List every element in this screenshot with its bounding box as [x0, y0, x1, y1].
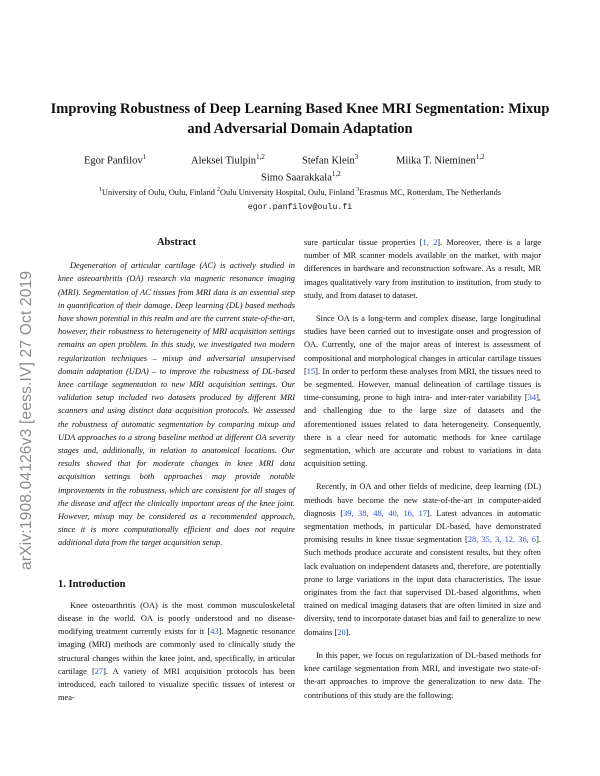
citation-link[interactable]: 20 — [337, 627, 346, 637]
citation-link[interactable]: 28, 35, 3, 12, 36, 6 — [467, 535, 537, 545]
body-paragraph: In this paper, we focus on regularization of DL-based methods for knee cartilage segmentation from MRI, and investigate two state-of-the-art approaches to improve the generalization to new data. The contributions of this study are the following: — [304, 650, 541, 700]
left-column — [58, 236, 295, 715]
author-name: Miika T. Nieminen$^{1,2}$ — [396, 153, 485, 167]
author-name: Simo Saarakkala$^{1,2}$ — [261, 170, 341, 184]
affiliations: $^1$University of Oulu, Oulu, Finland $^2$Oulu University Hospital, Oulu, Finland $^3$Erasmus MC, Rotterdam, The Netherlands — [98, 187, 502, 197]
abstract-heading: Abstract — [156, 237, 197, 248]
intro-paragraph: Knee osteoarthritis (OA) is the most common musculoskeletal disease in the world. OA is poorly understood and no disease-modifying treatment currently exists for it [43]. Magnetic resonance imaging (MRI) methods are commonly used to clinically study the structural changes within the knee joint, and, specifically, in articular cartilage [27]. A variety of MRI acquisition protocols has been introduced, each tailored to visualize specific tissues of interest or mea- — [58, 600, 295, 703]
abstract-text: Degeneration of articular cartilage (AC) is actively studied in knee osteoarthritis (OA) research via magnetic resonance imaging (MRI). Segmentation of AC tissues from MRI data is an essential step in quantification of their damage. Deep learning (DL) based methods have shown potential in this realm and are the current state-of-the-art, however, their robustness to heterogeneity of MRI acquisition settings remains an open problem. In this study, we investigated two modern regularization techniques – mixup and adversarial unsupervised domain adaptation (UDA) – to improve the robustness of DL-based knee cartilage segmentation to new MRI acquisition settings. Our validation setup included two datasets produced by different MRI scanners and using distinct data acquisition protocols. We assessed the robustness of automatic segmentation by comparing mixup and UDA approaches to a strong baseline method at different OA severity stages and, additionally, in relation to anatomical locations. Our results showed that for moderate changes in knee MRI data acquisition settings both approaches may provide notable improvements in the robustness, which are consistent for all stages of the disease and affect the clinically important areas of the knee joint. However, mixup may be considered as a recommended approach, since it is more computationally efficient and does not require additional data from the target acquisition setup. — [58, 261, 295, 548]
citation-link[interactable]: 27 — [94, 666, 104, 676]
paper-title: Improving Robustness of Deep Learning Based Knee MRI Segmentation: Mixup and Adversarial Domain Adaptation — [50, 101, 550, 137]
author-name: Egor Panfilov$^1$ — [84, 153, 147, 167]
body-paragraph: sure particular tissue properties [1, 2]. Moreover, there is a large number of MR scanner models available on the market, with major differences in hardware and reconstruction software. As a result, MR images qualitatively vary from institution to institution, from study to study, and from dataset to dataset. — [304, 238, 542, 300]
body-paragraph: Since OA is a long-term and complex disease, large longitudinal studies have been carried out to investigate onset and progression of OA. Currently, one of the major areas of interest is assessment of compositional and morphological changes in articular cartilage tissues [15]. In order to perform these analyses from MRI, the tissues need to be segmented. However, manual delineation of cartilage tissues is time-consuming, prone to high intra- and inter-rater variability [34], and challenging due to the large size of datasets and the aforementioned issues related to data heterogeneity. Consequently, there is a clear need for automatic methods for knee cartilage segmentation, which are accurate and robust to variations in data acquisition setting. — [304, 314, 541, 469]
author-name: Aleksei Tiulpin$^{1,2}$ — [191, 153, 265, 167]
right-column — [304, 236, 541, 712]
citation-link[interactable]: 34 — [527, 393, 537, 403]
body-paragraph: Recently, in OA and other fields of medicine, deep learning (DL) methods have become the new state-of-the-art in computer-aided diagnosis [39, 38, 48, 40, 16, 17]. Latest advances in automatic segmentation methods, in particular DL-based, have demonstrated promising results in knee tissue segmentation [28, 35, 3, 12, 36, 6]. Such methods produce accurate and consistent results, but they often lack evaluation on independent datasets and, therefore, are potentially prone to large variations in the input data characteristics. The issue originates from the fact that supervised DL-based algorithms, when trained on medical imaging datasets that are often limited in size and diversity, tend to incorporate dataset bias and fail to generalize to new domains [20]. — [304, 482, 542, 637]
author-name: Stefan Klein$^3$ — [302, 153, 359, 167]
citation-link[interactable]: 39, 38, 48, 40, 16, 17 — [343, 508, 427, 518]
citation-link[interactable]: 1, 2 — [422, 238, 438, 247]
citation-link[interactable]: 43 — [210, 627, 219, 637]
citation-link[interactable]: 15 — [306, 366, 316, 376]
section-heading: 1. Introduction — [58, 578, 126, 590]
arxiv-identifier: arXiv:1908.04126v3 [eess.IV] 27 Oct 2019 — [18, 270, 35, 570]
contact-email: egor.panfilov@oulu.fi — [247, 203, 353, 212]
